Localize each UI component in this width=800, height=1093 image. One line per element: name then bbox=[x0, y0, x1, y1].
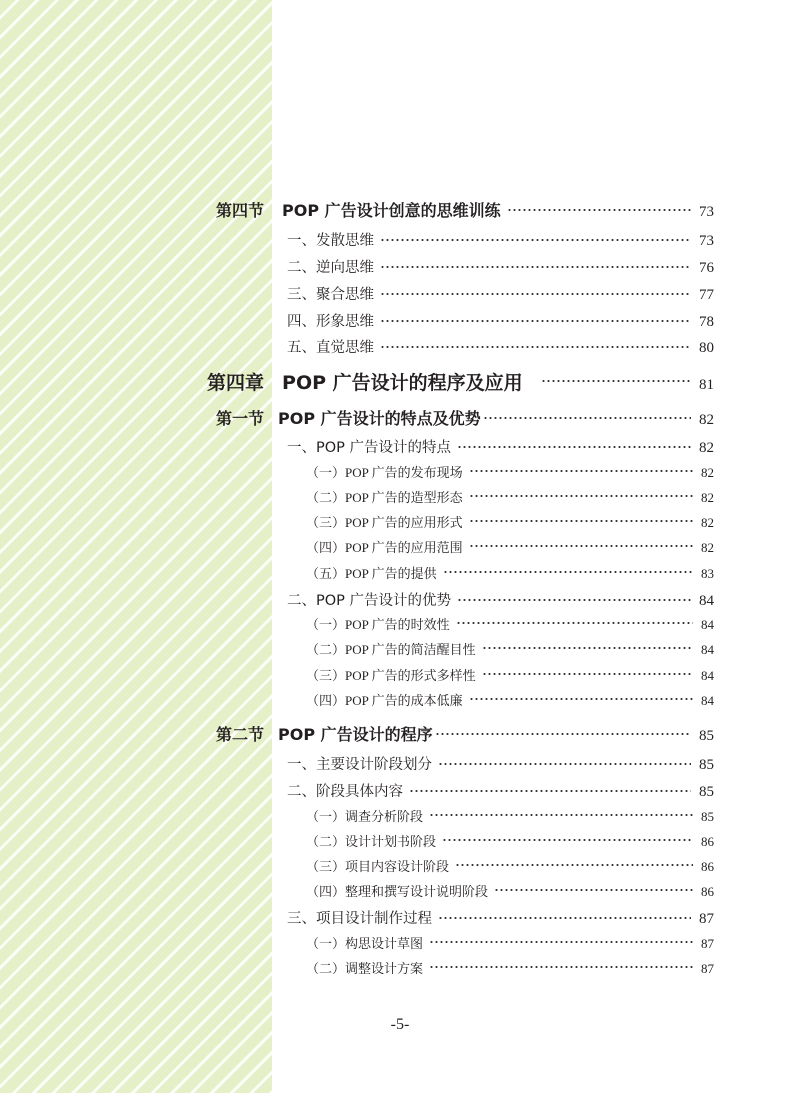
entry-title: （二）设计计划书阶段 bbox=[306, 834, 437, 849]
leader-dots bbox=[435, 729, 691, 739]
leader-dots bbox=[494, 887, 693, 895]
page-number-ref: 85 bbox=[701, 809, 714, 824]
page-number-ref: 87 bbox=[699, 911, 714, 927]
toc-entry[interactable] bbox=[306, 881, 714, 900]
leader-dots bbox=[442, 837, 693, 845]
section-number: 第一节 bbox=[216, 409, 265, 428]
toc-entry[interactable] bbox=[306, 665, 714, 684]
leader-dots bbox=[429, 964, 693, 972]
leader-dots bbox=[469, 468, 693, 476]
page-number-ref: 76 bbox=[699, 260, 714, 276]
leader-dots bbox=[380, 235, 691, 244]
page-number-ref: 87 bbox=[701, 961, 714, 976]
entry-title: （二）调整设计方案 bbox=[306, 961, 424, 976]
leader-dots bbox=[380, 316, 691, 325]
entry-title: （三）POP 广告的应用形式 bbox=[306, 515, 463, 530]
leader-dots bbox=[457, 595, 691, 604]
section-title: POP 广告设计创意的思维训练 bbox=[282, 201, 501, 220]
page-number-ref: 86 bbox=[701, 859, 714, 874]
entry-title: 三、项目设计制作过程 bbox=[287, 911, 432, 927]
toc-chapter-4[interactable] bbox=[207, 368, 714, 395]
leader-dots bbox=[409, 786, 691, 795]
toc-entry[interactable] bbox=[306, 933, 714, 952]
leader-dots bbox=[482, 645, 693, 653]
entry-title: 五、直觉思维 bbox=[287, 340, 374, 356]
toc-entry[interactable] bbox=[287, 436, 714, 457]
toc-entry[interactable] bbox=[306, 614, 714, 633]
entry-title: （一）POP 广告的发布现场 bbox=[306, 465, 463, 480]
page-number-ref: 73 bbox=[699, 204, 714, 220]
page-number-ref: 73 bbox=[699, 233, 714, 249]
page-number-ref: 86 bbox=[701, 884, 714, 899]
leader-dots bbox=[380, 262, 691, 271]
entry-title: （四）POP 广告的成本低廉 bbox=[306, 693, 463, 708]
toc-section-1[interactable] bbox=[216, 406, 714, 429]
page-number-ref: 84 bbox=[701, 642, 714, 657]
page-number-ref: 85 bbox=[699, 784, 714, 800]
toc-entry[interactable] bbox=[306, 958, 714, 977]
page-number-ref: 84 bbox=[701, 668, 714, 683]
page-number-ref: 85 bbox=[699, 728, 714, 744]
toc-entry[interactable] bbox=[306, 806, 714, 825]
toc-entry[interactable] bbox=[287, 283, 714, 304]
section-number: 第四节 bbox=[216, 201, 265, 220]
leader-dots bbox=[483, 413, 691, 423]
toc-entry[interactable] bbox=[306, 537, 714, 556]
page-number-ref: 85 bbox=[699, 757, 714, 773]
page-number-ref: 82 bbox=[701, 515, 714, 530]
toc-section-4-4[interactable] bbox=[216, 198, 714, 221]
toc-entry[interactable] bbox=[287, 589, 714, 610]
leader-dots bbox=[443, 569, 693, 577]
leader-dots bbox=[541, 376, 691, 387]
page-number-ref: 84 bbox=[699, 593, 714, 609]
page-number-ref: 82 bbox=[701, 540, 714, 555]
section-title: POP 广告设计的特点及优势 bbox=[278, 409, 481, 428]
entry-title: 二、阶段具体内容 bbox=[287, 784, 403, 800]
page-number-ref: 87 bbox=[701, 936, 714, 951]
page-number-ref: 77 bbox=[699, 287, 714, 303]
leader-dots bbox=[429, 812, 693, 820]
entry-title: （一）POP 广告的时效性 bbox=[306, 617, 450, 632]
page-number-ref: 83 bbox=[701, 566, 714, 581]
entry-title: （四）POP 广告的应用范围 bbox=[306, 540, 463, 555]
toc-entry[interactable] bbox=[287, 336, 714, 357]
leader-dots bbox=[482, 671, 693, 679]
leader-dots bbox=[469, 543, 693, 551]
leader-dots bbox=[380, 289, 691, 298]
toc-entry[interactable] bbox=[306, 831, 714, 850]
page-number-ref: 82 bbox=[701, 465, 714, 480]
entry-title: （一）构思设计草图 bbox=[306, 936, 424, 951]
toc-entry[interactable] bbox=[287, 780, 714, 801]
toc-entry[interactable] bbox=[306, 462, 714, 481]
page-number-ref: 84 bbox=[701, 693, 714, 708]
page-number-ref: 82 bbox=[701, 490, 714, 505]
footer-page-number: -5- bbox=[390, 1016, 410, 1033]
leader-dots bbox=[456, 620, 693, 628]
leader-dots bbox=[507, 205, 691, 215]
entry-title: （三）项目内容设计阶段 bbox=[306, 859, 450, 874]
entry-title: 四、形象思维 bbox=[287, 314, 374, 330]
leader-dots bbox=[380, 342, 691, 351]
toc-entry[interactable] bbox=[306, 856, 714, 875]
section-number: 第二节 bbox=[216, 725, 265, 744]
entry-title: （二）POP 广告的简洁醒目性 bbox=[306, 642, 476, 657]
chapter-number: 第四章 bbox=[207, 372, 265, 394]
toc-entry[interactable] bbox=[306, 639, 714, 658]
toc-entry[interactable] bbox=[306, 690, 714, 709]
entry-title: （五）POP 广告的提供 bbox=[306, 566, 437, 581]
toc-entry[interactable] bbox=[306, 487, 714, 506]
toc-entry[interactable] bbox=[306, 512, 714, 531]
toc-entry[interactable] bbox=[287, 907, 714, 928]
entry-title: 三、聚合思维 bbox=[287, 287, 374, 303]
leader-dots bbox=[429, 939, 693, 947]
toc-entry[interactable] bbox=[287, 256, 714, 277]
toc-entry[interactable] bbox=[287, 753, 714, 774]
page-number-ref: 78 bbox=[699, 314, 714, 330]
entry-title: （一）调查分析阶段 bbox=[306, 809, 424, 824]
page-number-ref: 82 bbox=[699, 412, 714, 428]
toc-entry[interactable] bbox=[306, 563, 714, 582]
entry-title: 二、逆向思维 bbox=[287, 260, 374, 276]
entry-title: 一、发散思维 bbox=[287, 233, 374, 249]
chapter-title: POP 广告设计的程序及应用 bbox=[282, 372, 523, 394]
entry-title: 一、主要设计阶段划分 bbox=[287, 757, 432, 773]
toc-entry[interactable] bbox=[287, 310, 714, 331]
leader-dots bbox=[438, 759, 691, 768]
entry-title: （四）整理和撰写设计说明阶段 bbox=[306, 884, 489, 899]
section-title: POP 广告设计的程序 bbox=[278, 725, 433, 744]
entry-title: 二、POP 广告设计的优势 bbox=[287, 593, 452, 609]
leader-dots bbox=[469, 493, 693, 501]
toc-entry[interactable] bbox=[287, 229, 714, 250]
page-number-ref: 82 bbox=[699, 440, 714, 456]
entry-title: 一、POP 广告设计的特点 bbox=[287, 440, 452, 456]
leader-dots bbox=[457, 442, 691, 451]
leader-dots bbox=[438, 913, 691, 922]
leader-dots bbox=[469, 518, 693, 526]
page-number-ref: 80 bbox=[699, 340, 714, 356]
leader-dots bbox=[455, 862, 693, 870]
page-number-ref: 86 bbox=[701, 834, 714, 849]
page-number-ref: 84 bbox=[701, 617, 714, 632]
leader-dots bbox=[469, 696, 693, 704]
entry-title: （二）POP 广告的造型形态 bbox=[306, 490, 463, 505]
page-number-ref: 81 bbox=[699, 377, 714, 393]
entry-title: （三）POP 广告的形式多样性 bbox=[306, 668, 476, 683]
toc-section-2[interactable] bbox=[216, 722, 714, 745]
